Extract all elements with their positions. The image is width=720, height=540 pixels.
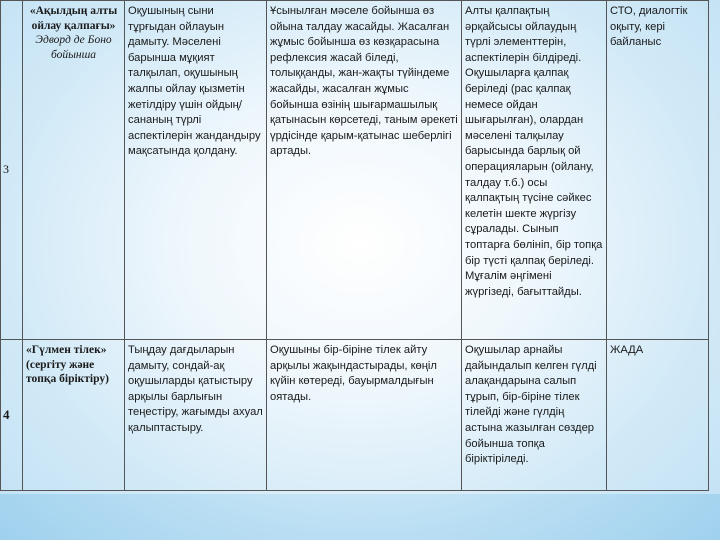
result-cell [267,1,462,340]
module-text: СТО, диалогтік оқыту, кері байланыс [610,5,688,49]
activity-cell [462,1,607,340]
goal-cell [125,1,267,340]
module-cell [607,1,709,340]
table-row [1,1,709,340]
goal-text: Тыңдау дағдыларын дамыту, сондай-ақ оқушыларды қатыстыру арқылы барлығын теңестіру, жағымды ахуал қалыптастыру. [128,344,263,434]
goal-text: Оқушының сыни тұрғыдан ойлауын дамыту. Мәселені барынша мұқият талқылап, оқушының жалпы ойлау қызметін жетілдіру үшін ойдың/сананың түрлі аспектілерін жандандыру мақсатында қолдану. [128,5,261,158]
activity-text: Оқушылар арнайы дайындалып келген гүлді алақандарына салып тұрып, бір-біріне тілек тілейді және гүлдің астына жазылған сөздер бойынша топқа біріктіріледі. [465,344,597,466]
stage-subtitle: Эдворд де Боно бойынша [35,34,112,61]
module-text: ЖАДА [610,344,644,356]
table-row [1,340,709,491]
result-text: Оқушыны бір-біріне тілек айту арқылы жақындастырады, көңіл күйін көтереді, бауырмалдығын оятады. [270,344,437,403]
goal-cell [125,340,267,491]
stage-title: «Ақылдың алты ойлау қалпағы» [29,5,118,32]
result-cell [267,340,462,491]
row-number: 3 [1,1,23,340]
activity-cell [462,340,607,491]
row-number: 4 [1,340,23,491]
activity-text: Алты қалпақтың әрқайсысы ойлаудың түрлі элементтерін, аспектілерін білдіреді. Оқушыларға қалпақ беріледі (рас қалпақ немесе ойдан шығарылған), олардан мәселені талқылау барысында барлық ой операцияларын (ойлану, талдау т.б.) осы қалпақтың түсіне сәйкес келетін шекте жүргізу сұралады. Сынып топтарға бөлініп, бір топқа бір түсті қалпақ беріледі. Мұғалім әңгімені жүргізеді, бағыттайды. [465,5,603,298]
stage-title: «Гүлмен тілек» (сергіту және топқа біріктіру) [26,344,109,385]
result-text: Ұсынылған мәселе бойынша өз ойына талдау жасайды. Жасалған жұмыс бойынша өз көзқарасына рефлексия жасай біледі, толыққанды, жан-жақты түйіндеме жасайды, жасалған жұмыс бойынша өзінің шығармашылық қатынасын көрсетеді, таным әрекеті үрдісінде қарым-қатынас шеберлігі артады. [270,5,458,158]
stage-cell [23,340,125,491]
stage-cell [23,1,125,340]
module-cell [607,340,709,491]
